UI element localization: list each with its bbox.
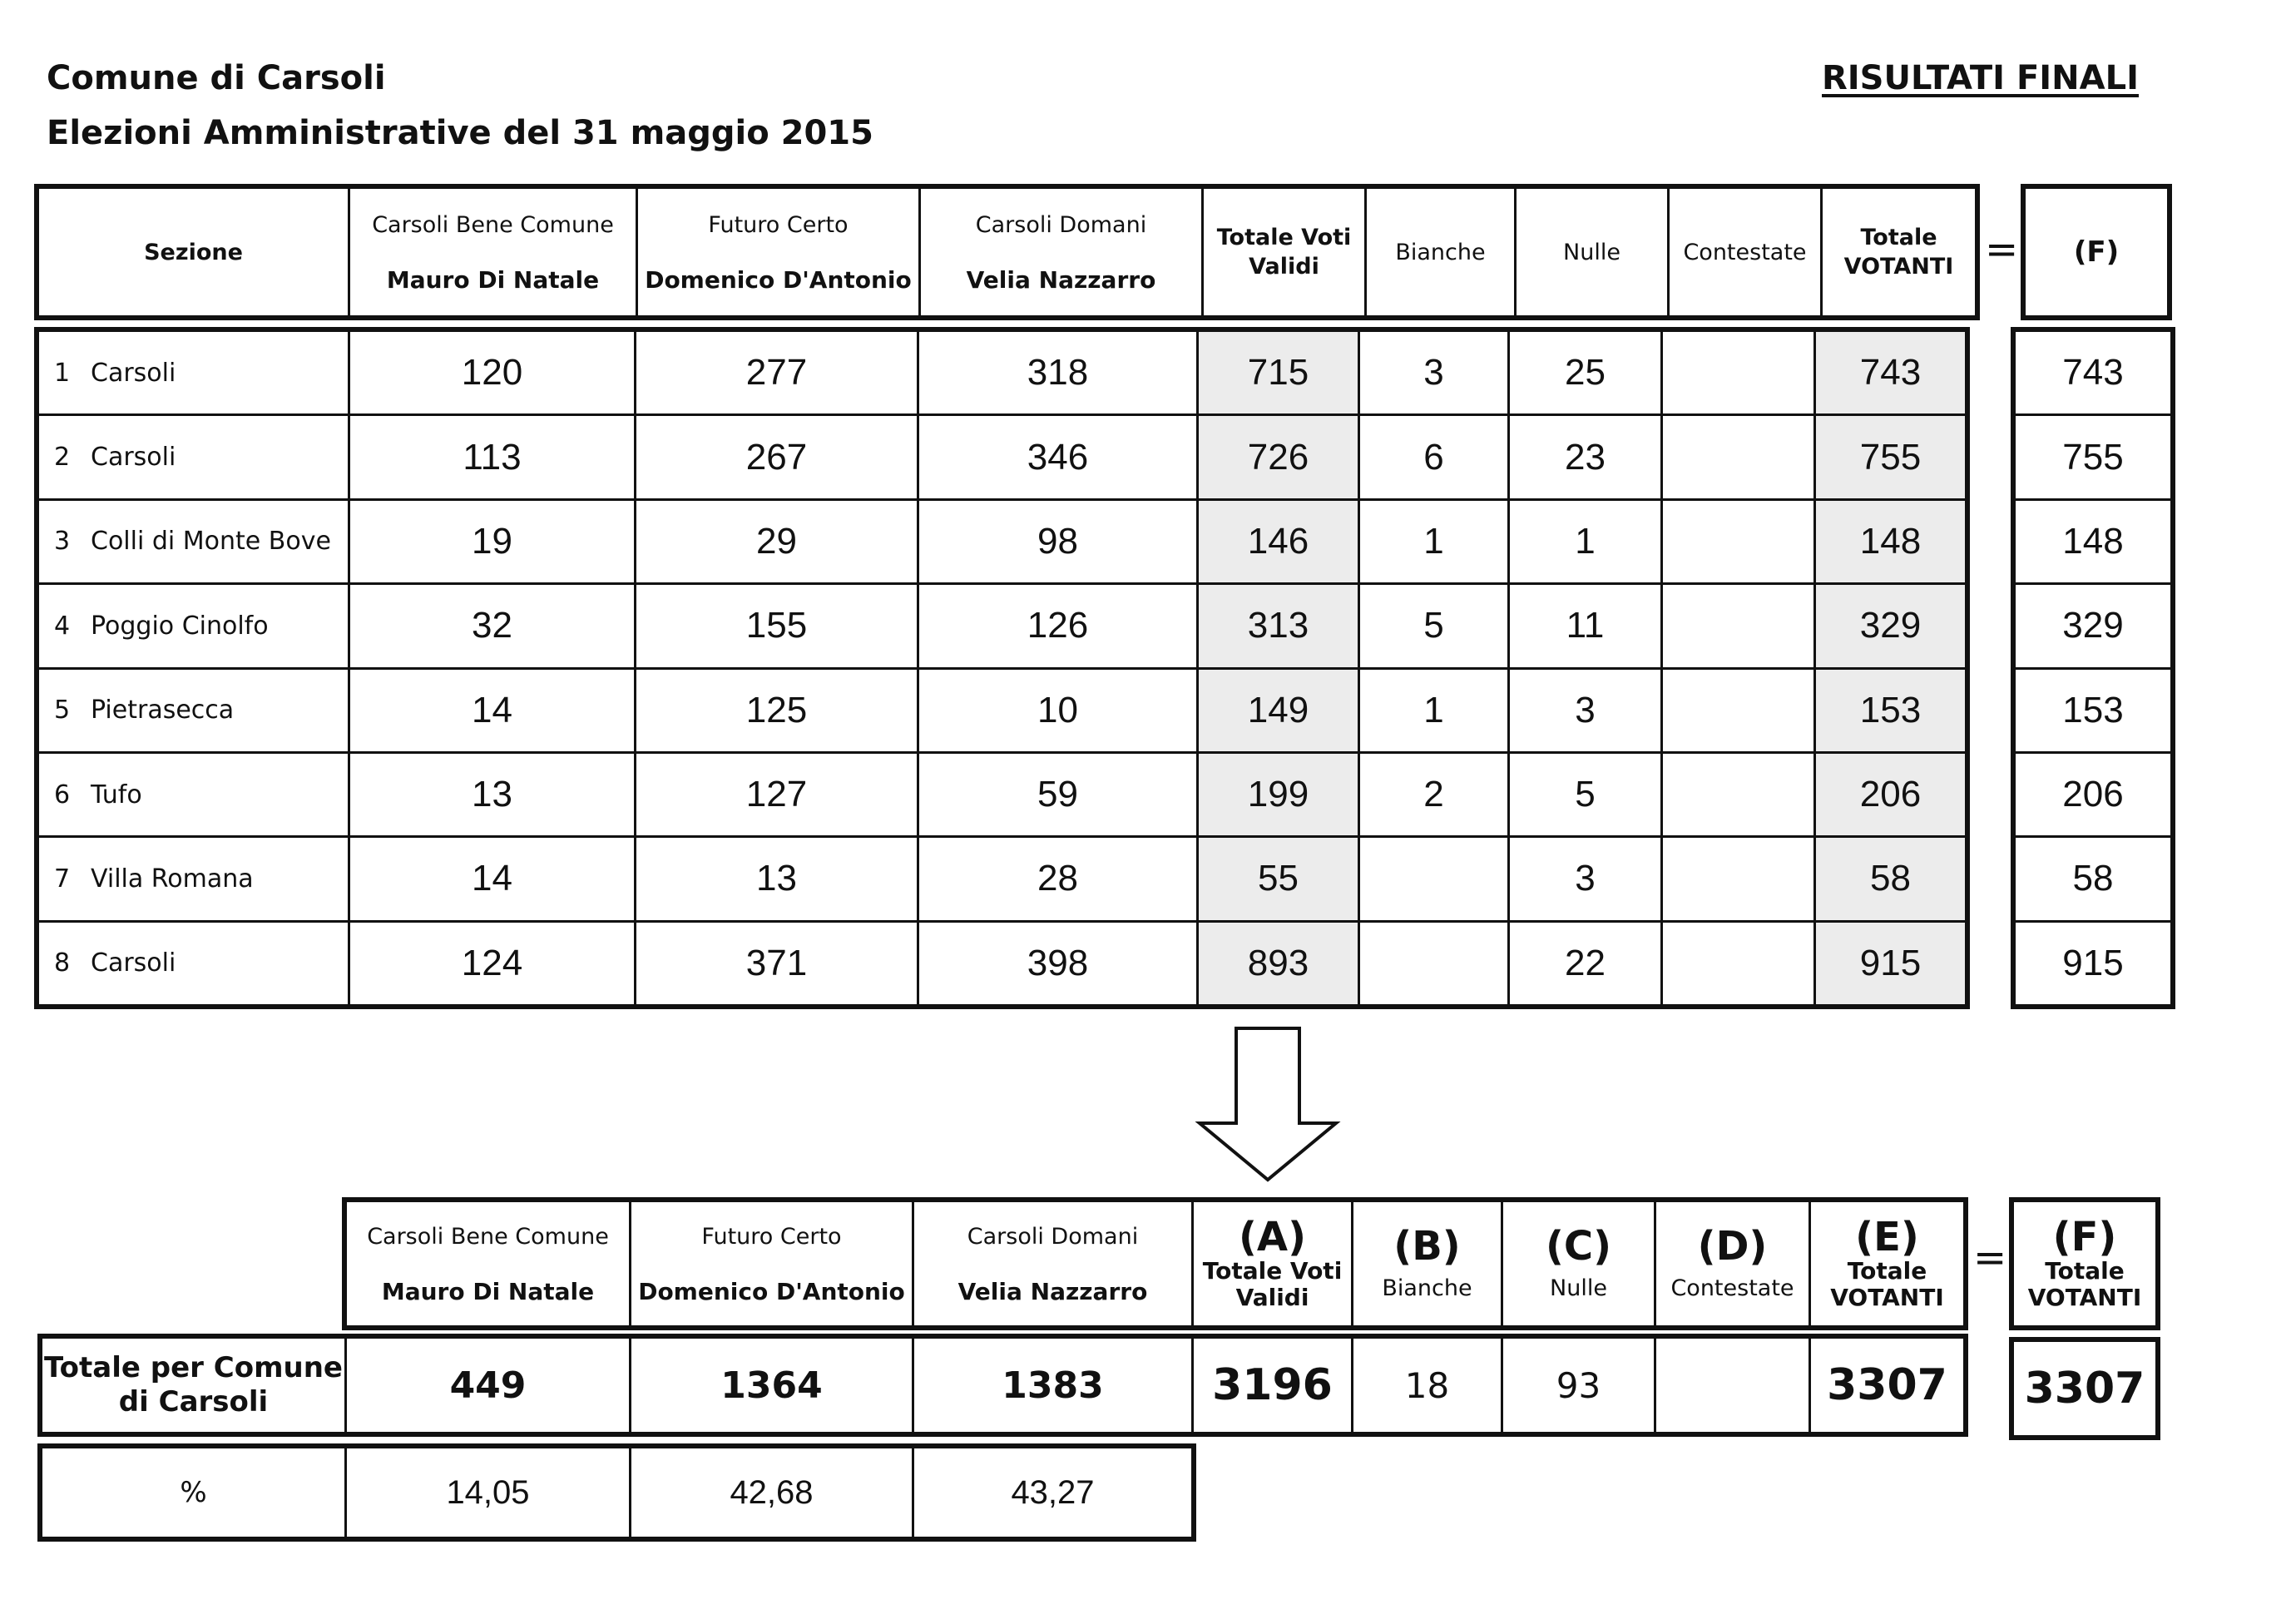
totals-contestate <box>1655 1338 1810 1433</box>
sections-table <box>37 329 1967 1007</box>
col-list-1: Carsoli Bene Comune Mauro Di Natale <box>349 188 637 317</box>
percent-label: % <box>42 1448 346 1538</box>
summary-header-table <box>344 1200 1966 1328</box>
col-sezione: Sezione <box>38 188 349 317</box>
table-row <box>2015 752 2172 836</box>
cell-sezione: 3 Colli di Monte Bove <box>38 499 349 583</box>
status-heading: RISULTATI FINALI <box>1822 59 2139 97</box>
percent-list-2: 42,68 <box>631 1448 913 1538</box>
table-row <box>38 584 1967 668</box>
cell-contestate <box>1662 499 1815 583</box>
totals-label: Totale per Comune di Carsoli <box>42 1338 346 1433</box>
cell-totale-votanti: 743 <box>1815 331 1967 415</box>
cell-list-1: 14 <box>349 668 636 752</box>
cell-list-1: 19 <box>349 499 636 583</box>
cell-bianche <box>1359 921 1509 1005</box>
cell-list-1: 32 <box>349 584 636 668</box>
col-list-3: Carsoli Domani Velia Nazzarro <box>920 188 1203 317</box>
summary-col-a: (A) Totale Voti Validi <box>1193 1201 1353 1327</box>
summary-col-list-3: Carsoli Domani Velia Nazzarro <box>913 1201 1193 1327</box>
cell-bianche <box>1359 837 1509 921</box>
cell-sezione: 6 Tufo <box>38 752 349 836</box>
cell-nulle: 3 <box>1509 837 1662 921</box>
cell-nulle: 1 <box>1509 499 1662 583</box>
cell-totale-votanti: 755 <box>1815 415 1967 499</box>
table-row <box>38 921 1967 1005</box>
col-list-2: Futuro Certo Domenico D'Antonio <box>637 188 920 317</box>
cell-nulle: 3 <box>1509 668 1662 752</box>
table-row <box>38 331 1967 415</box>
cell-list-2: 155 <box>636 584 918 668</box>
col-nulle: Nulle <box>1516 188 1669 317</box>
col-contestate: Contestate <box>1669 188 1822 317</box>
cell-nulle: 25 <box>1509 331 1662 415</box>
cell-f: 755 <box>2015 415 2172 499</box>
cell-list-3: 346 <box>918 415 1198 499</box>
col-bianche: Bianche <box>1366 188 1516 317</box>
cell-list-3: 398 <box>918 921 1198 1005</box>
table-row <box>38 415 1967 499</box>
summary-col-f: (F) Totale VOTANTI <box>2013 1201 2157 1327</box>
cell-sezione: 1 Carsoli <box>38 331 349 415</box>
totals-nulle: 93 <box>1502 1338 1655 1433</box>
cell-f: 206 <box>2015 752 2172 836</box>
cell-voti-validi: 726 <box>1198 415 1359 499</box>
cell-voti-validi: 313 <box>1198 584 1359 668</box>
cell-list-3: 318 <box>918 331 1198 415</box>
cell-f: 329 <box>2015 584 2172 668</box>
cell-list-1: 113 <box>349 415 636 499</box>
cell-totale-votanti: 148 <box>1815 499 1967 583</box>
table-row <box>38 499 1967 583</box>
cell-f: 915 <box>2015 921 2172 1005</box>
cell-sezione: 8 Carsoli <box>38 921 349 1005</box>
cell-sezione: 7 Villa Romana <box>38 837 349 921</box>
table-row <box>2015 499 2172 583</box>
cell-f: 148 <box>2015 499 2172 583</box>
cell-bianche: 3 <box>1359 331 1509 415</box>
cell-list-3: 98 <box>918 499 1198 583</box>
cell-list-2: 29 <box>636 499 918 583</box>
table-row <box>2015 415 2172 499</box>
cell-voti-validi: 149 <box>1198 668 1359 752</box>
cell-nulle: 22 <box>1509 921 1662 1005</box>
table-row <box>2015 331 2172 415</box>
totals-f: 3307 <box>2013 1341 2157 1437</box>
col-f: (F) <box>2025 188 2169 317</box>
cell-bianche: 6 <box>1359 415 1509 499</box>
cell-voti-validi: 715 <box>1198 331 1359 415</box>
cell-contestate <box>1662 584 1815 668</box>
equals-sign: = <box>1985 226 2019 273</box>
totals-f-table <box>2011 1339 2158 1438</box>
cell-list-2: 371 <box>636 921 918 1005</box>
cell-nulle: 11 <box>1509 584 1662 668</box>
header-f-table <box>2023 186 2170 318</box>
cell-contestate <box>1662 921 1815 1005</box>
cell-bianche: 5 <box>1359 584 1509 668</box>
cell-list-2: 13 <box>636 837 918 921</box>
cell-totale-votanti: 58 <box>1815 837 1967 921</box>
cell-voti-validi: 55 <box>1198 837 1359 921</box>
cell-voti-validi: 893 <box>1198 921 1359 1005</box>
document-subtitle: Elezioni Amministrative del 31 maggio 2015 <box>47 114 873 152</box>
cell-sezione: 4 Poggio Cinolfo <box>38 584 349 668</box>
percent-table <box>40 1446 1194 1539</box>
cell-list-3: 59 <box>918 752 1198 836</box>
cell-list-2: 127 <box>636 752 918 836</box>
percent-list-3: 43,27 <box>913 1448 1193 1538</box>
totals-list-3: 1383 <box>913 1338 1193 1433</box>
summary-equals-sign: = <box>1973 1235 2007 1281</box>
cell-list-2: 125 <box>636 668 918 752</box>
f-column-table <box>2013 329 2173 1007</box>
document-title: Comune di Carsoli <box>47 59 386 97</box>
summary-col-list-2: Futuro Certo Domenico D'Antonio <box>631 1201 913 1327</box>
cell-list-2: 267 <box>636 415 918 499</box>
cell-totale-votanti: 206 <box>1815 752 1967 836</box>
summary-header-f-table <box>2011 1200 2158 1328</box>
cell-voti-validi: 146 <box>1198 499 1359 583</box>
table-row <box>38 752 1967 836</box>
col-voti-validi: Totale Voti Validi <box>1203 188 1366 317</box>
cell-sezione: 2 Carsoli <box>38 415 349 499</box>
cell-contestate <box>1662 752 1815 836</box>
table-row <box>38 837 1967 921</box>
table-row <box>2015 921 2172 1005</box>
cell-list-1: 14 <box>349 837 636 921</box>
cell-list-1: 120 <box>349 331 636 415</box>
cell-nulle: 5 <box>1509 752 1662 836</box>
cell-contestate <box>1662 837 1815 921</box>
table-row <box>2015 584 2172 668</box>
down-arrow-icon <box>1193 1025 1343 1183</box>
totals-voti-validi: 3196 <box>1193 1338 1353 1433</box>
totals-bianche: 18 <box>1353 1338 1502 1433</box>
percent-list-1: 14,05 <box>346 1448 631 1538</box>
cell-totale-votanti: 329 <box>1815 584 1967 668</box>
cell-bianche: 1 <box>1359 499 1509 583</box>
header-table <box>37 186 1977 318</box>
table-row <box>2015 837 2172 921</box>
table-row <box>38 668 1967 752</box>
cell-f: 58 <box>2015 837 2172 921</box>
summary-col-c: (C) Nulle <box>1502 1201 1655 1327</box>
totals-table <box>40 1336 1966 1434</box>
cell-sezione: 5 Pietrasecca <box>38 668 349 752</box>
cell-list-2: 277 <box>636 331 918 415</box>
cell-f: 153 <box>2015 668 2172 752</box>
summary-col-list-1: Carsoli Bene Comune Mauro Di Natale <box>346 1201 631 1327</box>
cell-list-1: 13 <box>349 752 636 836</box>
cell-list-3: 28 <box>918 837 1198 921</box>
cell-contestate <box>1662 331 1815 415</box>
cell-f: 743 <box>2015 331 2172 415</box>
summary-col-d: (D) Contestate <box>1655 1201 1810 1327</box>
totals-list-1: 449 <box>346 1338 631 1433</box>
summary-col-b: (B) Bianche <box>1353 1201 1502 1327</box>
cell-nulle: 23 <box>1509 415 1662 499</box>
cell-list-3: 10 <box>918 668 1198 752</box>
col-totale-votanti: Totale VOTANTI <box>1822 188 1977 317</box>
cell-totale-votanti: 915 <box>1815 921 1967 1005</box>
cell-contestate <box>1662 668 1815 752</box>
cell-bianche: 1 <box>1359 668 1509 752</box>
totals-votanti: 3307 <box>1810 1338 1965 1433</box>
cell-bianche: 2 <box>1359 752 1509 836</box>
cell-list-3: 126 <box>918 584 1198 668</box>
cell-contestate <box>1662 415 1815 499</box>
summary-col-e: (E) Totale VOTANTI <box>1810 1201 1965 1327</box>
totals-list-2: 1364 <box>631 1338 913 1433</box>
table-row <box>2015 668 2172 752</box>
cell-list-1: 124 <box>349 921 636 1005</box>
cell-voti-validi: 199 <box>1198 752 1359 836</box>
cell-totale-votanti: 153 <box>1815 668 1967 752</box>
